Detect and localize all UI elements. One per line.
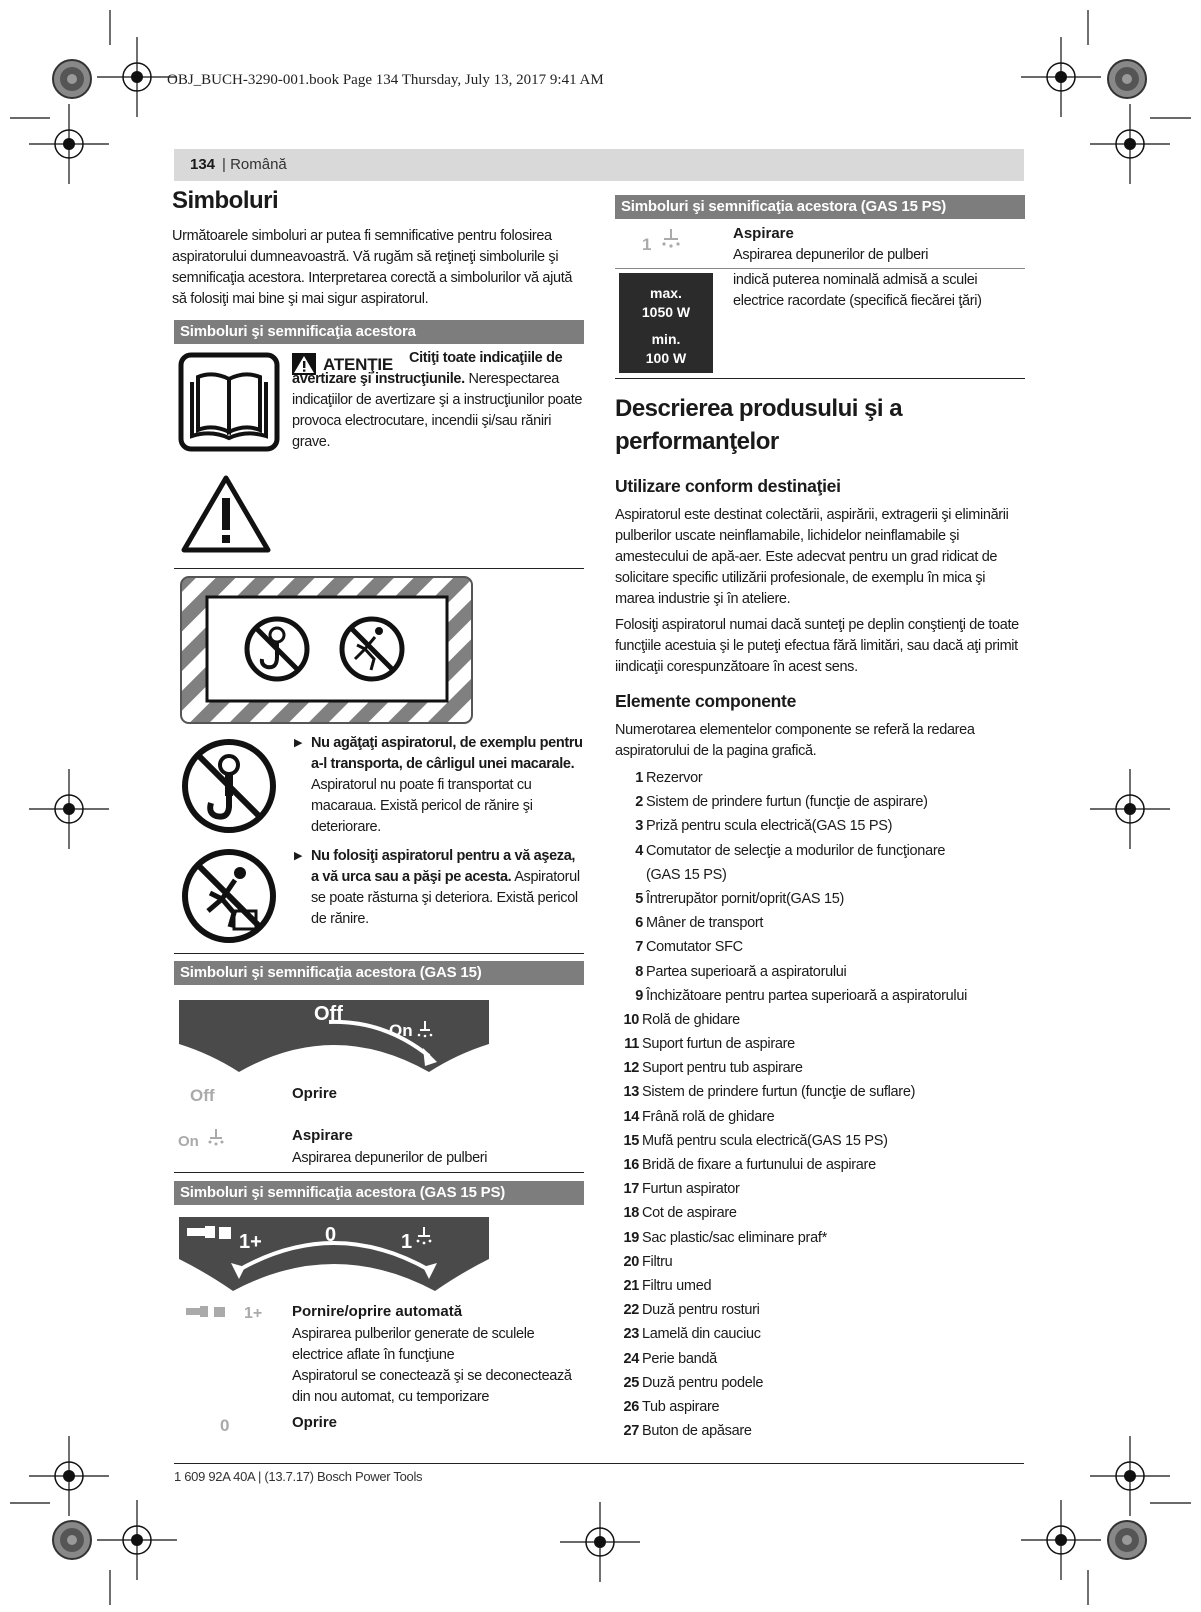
- right-aspirare-desc: Aspirarea depunerilor de pulberi: [733, 247, 929, 263]
- component-label: Duză pentru rosturi: [642, 1302, 760, 1319]
- list-item: [615, 1298, 1035, 1322]
- component-number: 11: [624, 1036, 639, 1053]
- auto-desc-2: Aspiratorul se conectează şi se deconectează din nou automat, cu temporizare: [292, 1368, 572, 1405]
- component-number: 4: [635, 842, 643, 859]
- list-item: [615, 935, 1035, 959]
- bullet-body-text: Aspiratorul nu poate fi transportat cu macaraua. Există pericol de rănire şi deteriorare.: [311, 777, 533, 835]
- component-number: 24: [623, 1350, 639, 1367]
- gas15-table-header: Simboluri şi semnificaţia acestora (GAS 15): [174, 961, 584, 985]
- component-number: 8: [635, 963, 643, 980]
- bullet-arrow-icon: ▶: [294, 850, 303, 862]
- component-number: 16: [623, 1157, 639, 1173]
- bullet-no-crane: [294, 733, 586, 838]
- page-language: | Română: [222, 156, 287, 173]
- component-label: Rolă de ghidare: [642, 1011, 740, 1028]
- no-climbing-icon: [342, 619, 402, 679]
- component-label: Tub aspirare: [642, 1398, 720, 1415]
- list-item: [615, 1153, 1035, 1177]
- component-label: Comutator de selecţie a modurilor de funcţionare: [646, 842, 946, 859]
- divider: [174, 568, 584, 569]
- list-item: [615, 1032, 1035, 1056]
- section-heading-descriere: Descrierea produsului şi a: [615, 395, 903, 422]
- intro-paragraph: Următoarele simboluri ar putea fi semnificative pentru folosirea aspiratorului dumneavoastră. Vă rugăm să reţineţi simbolurile şi semnificaţia acestora. Interpretarea corectă a simbolurilor vă ajută să folosiţi mai bine şi mai sigur aspiratorul.: [172, 228, 573, 307]
- right-gas15ps-table-header: Simboluri şi semnificaţia acestora (GAS 15 PS): [615, 195, 1025, 219]
- gas15-dial-figure: [179, 996, 489, 1076]
- list-item: [615, 887, 1035, 911]
- component-number: 14: [623, 1108, 639, 1125]
- power-max-label: max.: [650, 285, 682, 301]
- folosire-paragraph: Folosiţi aspiratorul numai dacă sunteţi pe deplin conştienţi de toate funcţiile acestuia şi le puteţi efectua fără limitări, sau dacă aţi primit iindicaţii corespunzătoare în acest sens.: [615, 617, 1019, 675]
- page-number: 134: [190, 156, 216, 173]
- list-item: [615, 1177, 1035, 1201]
- list-item: [615, 1322, 1035, 1346]
- component-label: Priză pentru scula electrică(GAS 15 PS): [646, 818, 893, 835]
- component-label: Sac plastic/sac eliminare praf*: [642, 1229, 827, 1246]
- component-number: 3: [635, 818, 643, 835]
- component-label: Rezervor: [646, 770, 703, 786]
- power-min-label: min.: [651, 331, 681, 347]
- power-rating-badge: [619, 273, 713, 373]
- footer-rule: [174, 1463, 1024, 1464]
- oprire-title-2: Oprire: [292, 1414, 338, 1431]
- auto-desc-1: Aspirarea pulberilor generate de sculele electrice aflate în funcţiune: [292, 1326, 535, 1363]
- list-item: [615, 1008, 1035, 1032]
- component-label: Sistem de prindere furtun (funcţie de suflare): [642, 1084, 916, 1101]
- list-item: [615, 1250, 1035, 1274]
- power-tool-icon: [186, 1304, 242, 1324]
- component-number: 2: [635, 794, 643, 811]
- list-item: [615, 839, 1035, 863]
- warning-body-text: Nerespectarea indicaţiilor de avertizare şi a instrucţiunilor poate provoca electrocutare, incendii şi/sau răniri grave.: [292, 371, 583, 450]
- component-label: Filtru: [642, 1253, 673, 1270]
- dial-auto-label: 1+: [239, 1231, 262, 1253]
- component-label: Mufă pentru scula electrică(GAS 15 PS): [642, 1132, 888, 1149]
- component-number: 27: [623, 1423, 639, 1440]
- list-item: [615, 960, 1035, 984]
- dial-off-label: Off: [314, 1003, 343, 1025]
- component-number: 10: [623, 1011, 639, 1028]
- list-item: [615, 1274, 1035, 1298]
- bullet-arrow-icon: ▶: [294, 737, 303, 749]
- component-number: 15: [623, 1132, 639, 1149]
- component-label: Filtru umed: [642, 1277, 712, 1294]
- component-label: Lamelă din cauciuc: [642, 1326, 761, 1343]
- dial-one-label: 1: [401, 1231, 413, 1253]
- component-label: Partea superioară a aspiratorului: [646, 963, 847, 980]
- no-climbing-icon: [180, 847, 278, 945]
- component-number: 23: [623, 1326, 639, 1343]
- component-number: 20: [623, 1253, 639, 1270]
- power-max-value: 1050 W: [641, 304, 691, 320]
- component-label: Întrerupător pornit/oprit(GAS 15): [646, 890, 845, 907]
- list-item: [615, 814, 1035, 838]
- footer-text: 1 609 92A 40A | (13.7.17) Bosch Power Tools: [174, 1469, 423, 1484]
- component-label: Sistem de prindere furtun (funcţie de aspirare): [646, 794, 928, 811]
- component-number: 21: [623, 1277, 639, 1294]
- list-item: [615, 766, 1035, 790]
- read-manual-icon: [178, 352, 280, 452]
- no-crane-hook-icon: [247, 619, 307, 679]
- divider: [615, 268, 1025, 269]
- power-desc: indică puterea nominală admisă a sculei electrice racordate (specifică fiecărei ţări): [733, 272, 982, 309]
- section-heading-simboluri: Simboluri: [172, 187, 279, 214]
- list-item: [615, 1201, 1035, 1225]
- auto-symbol: 1+: [244, 1305, 263, 1322]
- list-item: [615, 1347, 1035, 1371]
- section-heading-performante: performanţelor: [615, 428, 779, 455]
- subheading-elemente: Elemente componente: [615, 691, 797, 711]
- general-warning-icon: [180, 472, 272, 556]
- component-label: Furtun aspirator: [642, 1181, 740, 1198]
- divider: [174, 1172, 584, 1173]
- dial-zero-label: 0: [325, 1224, 337, 1246]
- component-number: 7: [635, 939, 643, 956]
- component-number: 1: [635, 770, 643, 786]
- dial-on-label: On: [389, 1021, 413, 1040]
- divider: [174, 953, 584, 954]
- list-item: [615, 1226, 1035, 1250]
- list-item: [615, 984, 1035, 1008]
- list-item: [615, 1129, 1035, 1153]
- gas15ps-table-header: Simboluri şi semnificaţia acestora (GAS 15 PS): [174, 1181, 584, 1205]
- bullet-bold-text: Nu agăţaţi aspiratorul, de exemplu pentru a-l transporta, de cârligul unei macarale.: [311, 735, 583, 772]
- right-aspirare-title: Aspirare: [733, 225, 794, 242]
- zero-symbol: 0: [220, 1416, 230, 1435]
- component-number: 5: [635, 890, 643, 907]
- warning-bold-text: Citiţi toate indicaţiile de avertizare şi instrucţiunile.: [292, 350, 563, 387]
- off-symbol: Off: [190, 1086, 215, 1105]
- component-label: Buton de apăsare: [642, 1423, 752, 1440]
- component-number: 26: [623, 1398, 639, 1415]
- elemente-paragraph: Numerotarea elementelor componente se referă la redarea aspiratorului de la pagina grafică.: [615, 722, 975, 759]
- utilizare-paragraph: Aspiratorul este destinat colectării, aspirării, extragerii şi eliminării pulberilor uscate neinflamabile, lichidelor neinflamabile şi amestecului de apă-aer. Este adecvat pentru un grad ridicat de solicitare specific utilizării profesionale, de exemplu în mica şi marea industrie şi în ateliere.: [615, 507, 1009, 607]
- component-label: Cot de aspirare: [642, 1205, 737, 1222]
- component-label: Bridă de fixare a furtunului de aspirare: [642, 1157, 876, 1173]
- no-crane-hook-icon: [180, 737, 278, 835]
- list-item: [615, 1371, 1035, 1395]
- list-item: [615, 1080, 1035, 1104]
- component-number: 9: [635, 987, 643, 1004]
- dust-extraction-icon: [658, 228, 684, 252]
- gas15ps-dial-figure: [179, 1217, 489, 1297]
- component-label: Suport furtun de aspirare: [642, 1036, 795, 1053]
- oprire-title: Oprire: [292, 1085, 338, 1102]
- warning-label: ATENŢIE: [323, 355, 394, 374]
- component-label: Duză pentru podele: [642, 1374, 764, 1391]
- auto-title: Pornire/oprire automată: [292, 1303, 463, 1320]
- aspirare-title: Aspirare: [292, 1127, 353, 1144]
- component-number: 13: [623, 1084, 639, 1101]
- component-label: Comutator SFC: [646, 939, 743, 956]
- component-number: 19: [623, 1229, 639, 1246]
- bullet-no-climbing: [294, 846, 586, 930]
- component-label: Închizătoare pentru partea superioară a aspiratorului: [646, 987, 968, 1004]
- hazard-label-figure: [179, 575, 474, 725]
- component-number: 22: [623, 1302, 639, 1319]
- symbols-table-header: Simboluri şi semnificaţia acestora: [174, 320, 584, 344]
- dust-extraction-icon: [204, 1128, 228, 1148]
- one-symbol: 1: [642, 235, 652, 254]
- divider: [615, 378, 1025, 379]
- print-file-line: OBJ_BUCH-3290-001.book Page 134 Thursday, July 13, 2017 9:41 AM: [167, 72, 604, 88]
- list-item: [615, 1395, 1035, 1419]
- bullet-bold-text: Nu folosiţi aspiratorul pentru a vă aşeza, a vă urca sau a păşi pe acesta.: [311, 848, 576, 885]
- list-item: [615, 911, 1035, 935]
- list-item: [615, 863, 1035, 887]
- on-symbol: On: [178, 1133, 199, 1150]
- component-number: 18: [623, 1205, 639, 1222]
- page-header-bar: [174, 149, 1024, 181]
- list-item: [615, 1419, 1035, 1443]
- components-list: [615, 766, 1035, 1443]
- component-number: 25: [623, 1374, 639, 1391]
- component-label: Perie bandă: [642, 1350, 717, 1367]
- aspirare-desc: Aspirarea depunerilor de pulberi: [292, 1150, 488, 1166]
- subheading-utilizare: Utilizare conform destinaţiei: [615, 476, 841, 496]
- warning-text-block: [292, 348, 584, 453]
- component-label: (GAS 15 PS): [646, 866, 727, 883]
- list-item: [615, 1056, 1035, 1080]
- list-item: [615, 790, 1035, 814]
- component-label: Suport pentru tub aspirare: [642, 1060, 803, 1077]
- component-number: 12: [623, 1060, 639, 1077]
- component-number: 17: [623, 1181, 639, 1198]
- bullet-body-text: Aspiratorul se poate răsturna şi deteriora. Există pericol de rănire.: [311, 869, 580, 927]
- component-number: 6: [635, 915, 643, 932]
- list-item: [615, 1105, 1035, 1129]
- component-label: Mâner de transport: [646, 915, 764, 932]
- component-label: Frână rolă de ghidare: [642, 1108, 775, 1125]
- power-min-value: 100 W: [645, 350, 687, 366]
